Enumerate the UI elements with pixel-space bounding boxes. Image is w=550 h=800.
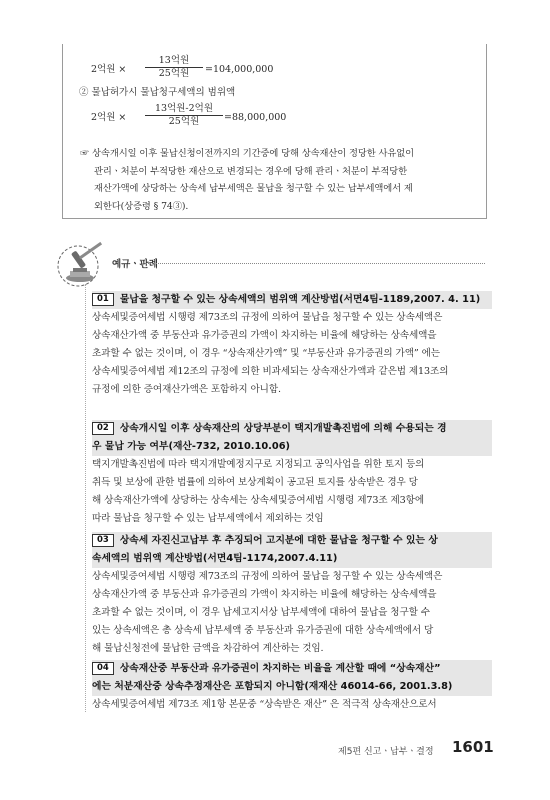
ruling-item-04 — [92, 660, 492, 714]
note-line: ☞ 상속개시일 이후 물납신청이전까지의 기간중에 당해 상속재산이 정당한 사유없이 — [80, 148, 414, 159]
ruling-body — [92, 696, 492, 714]
calc2-denominator: 25억원 — [168, 116, 200, 127]
ruling-title — [92, 532, 492, 568]
body-line: 초과할 수 없는 것이며, 이 경우 “상속재산가액” 및 “부동산과 유가증권의 가액” 에는 — [92, 348, 440, 359]
body-line: 취득 및 보상에 관한 법률에 의하여 보상계획이 공고된 토지를 상속받은 경우 당 — [92, 477, 418, 488]
body-line: 따라 물납을 청구할 수 있는 납부세액에서 제외하는 것임 — [92, 513, 324, 524]
body-line: 규정에 의한 증여재산가액은 포함하지 아니함. — [92, 384, 281, 395]
ruling-item-03 — [92, 532, 492, 658]
ruling-title-line: 상속세 자진신고납부 후 추징되어 고지분에 대한 물납을 청구할 수 있는 상 — [119, 535, 438, 546]
ruling-title-line: 우 물납 가능 여부(재산-732, 2010.10.06) — [92, 441, 290, 452]
body-line: 상속재산가액 중 부동산과 유가증권의 가액이 차지하는 비율에 해당하는 상속세액을 — [92, 589, 437, 600]
calc1-result: =104,000,000 — [205, 64, 274, 75]
item-number-badge: 04 — [92, 662, 114, 675]
calc2-numerator: 13억원-2억원 — [145, 103, 223, 116]
calc2-fraction — [145, 103, 223, 128]
calc1-fraction — [145, 55, 203, 80]
body-line: 상속세및증여세법 시행령 제73조의 규정에 의하여 물납을 청구할 수 있는 상속세액은 — [92, 571, 443, 582]
calc1-prefix: 2억원 × — [91, 64, 127, 75]
item-number-badge: 01 — [92, 293, 114, 306]
ruling-title-line: 상속재산중 부동산과 유가증권이 차지하는 비율을 계산할 때에 “상속재산” — [119, 663, 441, 674]
ruling-title-line: 물납을 청구할 수 있는 상속세액의 범위액 계산방법(서면4팀-1189,2007. 4. 11) — [119, 294, 481, 305]
ruling-title-line: 속세액의 범위액 계산방법(서면4팀-1174,2007.4.11) — [92, 553, 338, 564]
item-number-badge: 02 — [92, 422, 114, 435]
note-line: 외한다(상증령 § 74③). — [94, 200, 189, 212]
ruling-title — [92, 291, 492, 309]
note-block — [80, 145, 480, 215]
ruling-title — [92, 420, 492, 456]
calc1-denominator: 25억원 — [158, 68, 190, 79]
note-line: 재산가액에 상당하는 상속세 납부세액은 물납을 청구할 수 있는 납부세액에서 제 — [94, 183, 413, 194]
ruling-title-line: 상속개시일 이후 상속재산의 상당부분이 택지개발촉진법에 의해 수용되는 경 — [119, 423, 447, 434]
side-rule — [85, 284, 86, 712]
item2-label: ② 물납허가시 물납청구세액의 범위액 — [79, 87, 236, 98]
ruling-item-02 — [92, 420, 492, 528]
body-line: 상속세및증여세법 시행령 제73조의 규정에 의하여 물납을 청구할 수 있는 상속세액은 — [92, 312, 443, 323]
body-line: 해 상속재산가액에 상당하는 상속세는 상속세및증여세법 시행령 제73조 제3항에 — [92, 495, 425, 506]
ruling-item-01 — [92, 291, 492, 399]
ruling-title-line: 에는 처분재산중 상속추정재산은 포함되지 아니함(재재산 46014-66, 2001.3.8) — [92, 681, 453, 692]
body-line: 상속재산가액 중 부동산과 유가증권의 가액이 차지하는 비율에 해당하는 상속세액을 — [92, 330, 437, 341]
calc2-result: =88,000,000 — [224, 112, 287, 123]
calc2-prefix: 2억원 × — [91, 112, 127, 123]
ruling-body — [92, 568, 492, 658]
body-line: 해 물납신청전에 물납한 금액을 차감하여 계산하는 것임. — [92, 643, 324, 654]
ruling-body — [92, 456, 492, 528]
ruling-body — [92, 309, 492, 399]
section-label: 예규ㆍ판례 — [112, 259, 158, 270]
body-line: 상속세및증여세법 제73조 제1항 본문중 “상속받은 재산” 은 적극적 상속재산으로서 — [92, 699, 437, 710]
body-line: 택지개발촉진법에 따라 택지개발예정지구로 지정되고 공익사업을 위한 토지 등의 — [92, 459, 425, 470]
body-line: 있는 상속세액은 총 상속세 납부세액 중 부동산과 유가증권에 대한 상속세액에서 당 — [92, 625, 434, 636]
body-line: 초과할 수 없는 것이며, 이 경우 납세고지서상 납부세액에 대하여 물납을 청구할 수 — [92, 607, 430, 618]
note-line: 관리ㆍ처분이 부적당한 재산으로 변경되는 경우에 당해 관리ㆍ처분이 부적당한 — [94, 165, 408, 177]
calc1-numerator: 13억원 — [145, 55, 203, 68]
item-number-badge: 03 — [92, 534, 114, 547]
ruling-title — [92, 660, 492, 696]
page-number: 1601 — [452, 738, 494, 756]
body-line: 상속세및증여세법 제12조의 규정에 의한 비과세되는 상속재산가액과 같은법 제13조의 — [92, 366, 449, 377]
section-divider — [145, 263, 485, 264]
gavel-icon — [56, 238, 116, 290]
footer-section: 제5편 신고ㆍ납부ㆍ결정 — [338, 747, 434, 757]
